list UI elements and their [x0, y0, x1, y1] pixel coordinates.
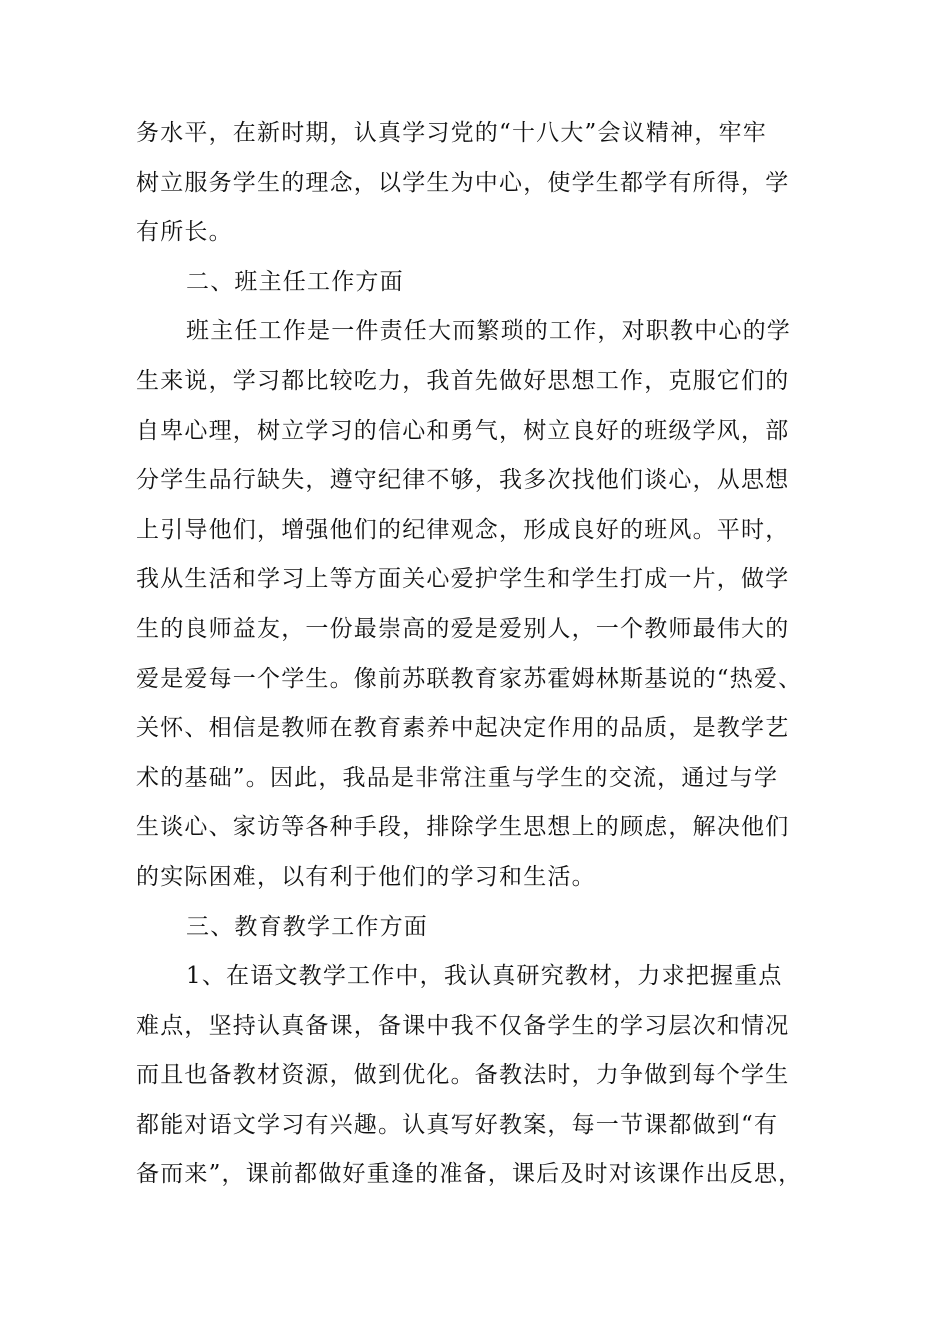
text-line: 上引导他们，增强他们的纪律观念，形成良好的班风。平时，	[136, 516, 790, 543]
text-line: 务水平，在新时期，认真学习党的“十八大”会议精神，牢牢	[136, 120, 767, 146]
text-line: 自卑心理，树立学习的信心和勇气，树立良好的班级学风，部	[136, 417, 790, 444]
text-line: 班主任工作是一件责任大而繁琐的工作，对职教中心的学	[186, 318, 791, 345]
section-heading: 二、班主任工作方面	[186, 268, 404, 295]
text-line: 难点，坚持认真备课，备课中我不仅备学生的学习层次和情况	[136, 1012, 790, 1039]
text-line: 爱是爱每一个学生。像前苏联教育家苏霍姆林斯基说的“热爱、	[136, 665, 803, 692]
text-line: 有所长。	[136, 219, 233, 246]
document-body	[136, 109, 836, 1200]
text-line: 生的良师益友，一份最崇高的爱是爱别人，一个教师最伟大的	[136, 615, 790, 642]
text-line: 而且也备教材资源，做到优化。备教法时，力争做到每个学生	[136, 1062, 790, 1089]
text-line: 备而来”，课前都做好重逢的准备，课后及时对该课作出反思，	[136, 1161, 803, 1188]
text-line: 关怀、相信是教师在教育素养中起决定作用的品质，是教学艺	[136, 715, 790, 742]
text-line: 1、在语文教学工作中，我认真研究教材，力求把握重点	[186, 963, 783, 990]
text-line: 术的基础”。因此，我品是非常注重与学生的交流，通过与学	[136, 764, 779, 791]
section-heading: 三、教育教学工作方面	[186, 913, 428, 940]
text-line: 生来说，学习都比较吃力，我首先做好思想工作，克服它们的	[136, 367, 790, 394]
text-line: 树立服务学生的理念，以学生为中心，使学生都学有所得，学	[136, 169, 790, 196]
text-line: 我从生活和学习上等方面关心爱护学生和学生打成一片，做学	[136, 566, 790, 593]
text-line: 的实际困难，以有利于他们的学习和生活。	[136, 863, 596, 890]
text-line: 分学生品行缺失，遵守纪律不够，我多次找他们谈心，从思想	[136, 467, 790, 494]
text-line: 生谈心、家访等各种手段，排除学生思想上的顾虑，解决他们	[136, 814, 790, 841]
text-line: 都能对语文学习有兴趣。认真写好教案，每一节课都做到“有	[136, 1111, 779, 1138]
